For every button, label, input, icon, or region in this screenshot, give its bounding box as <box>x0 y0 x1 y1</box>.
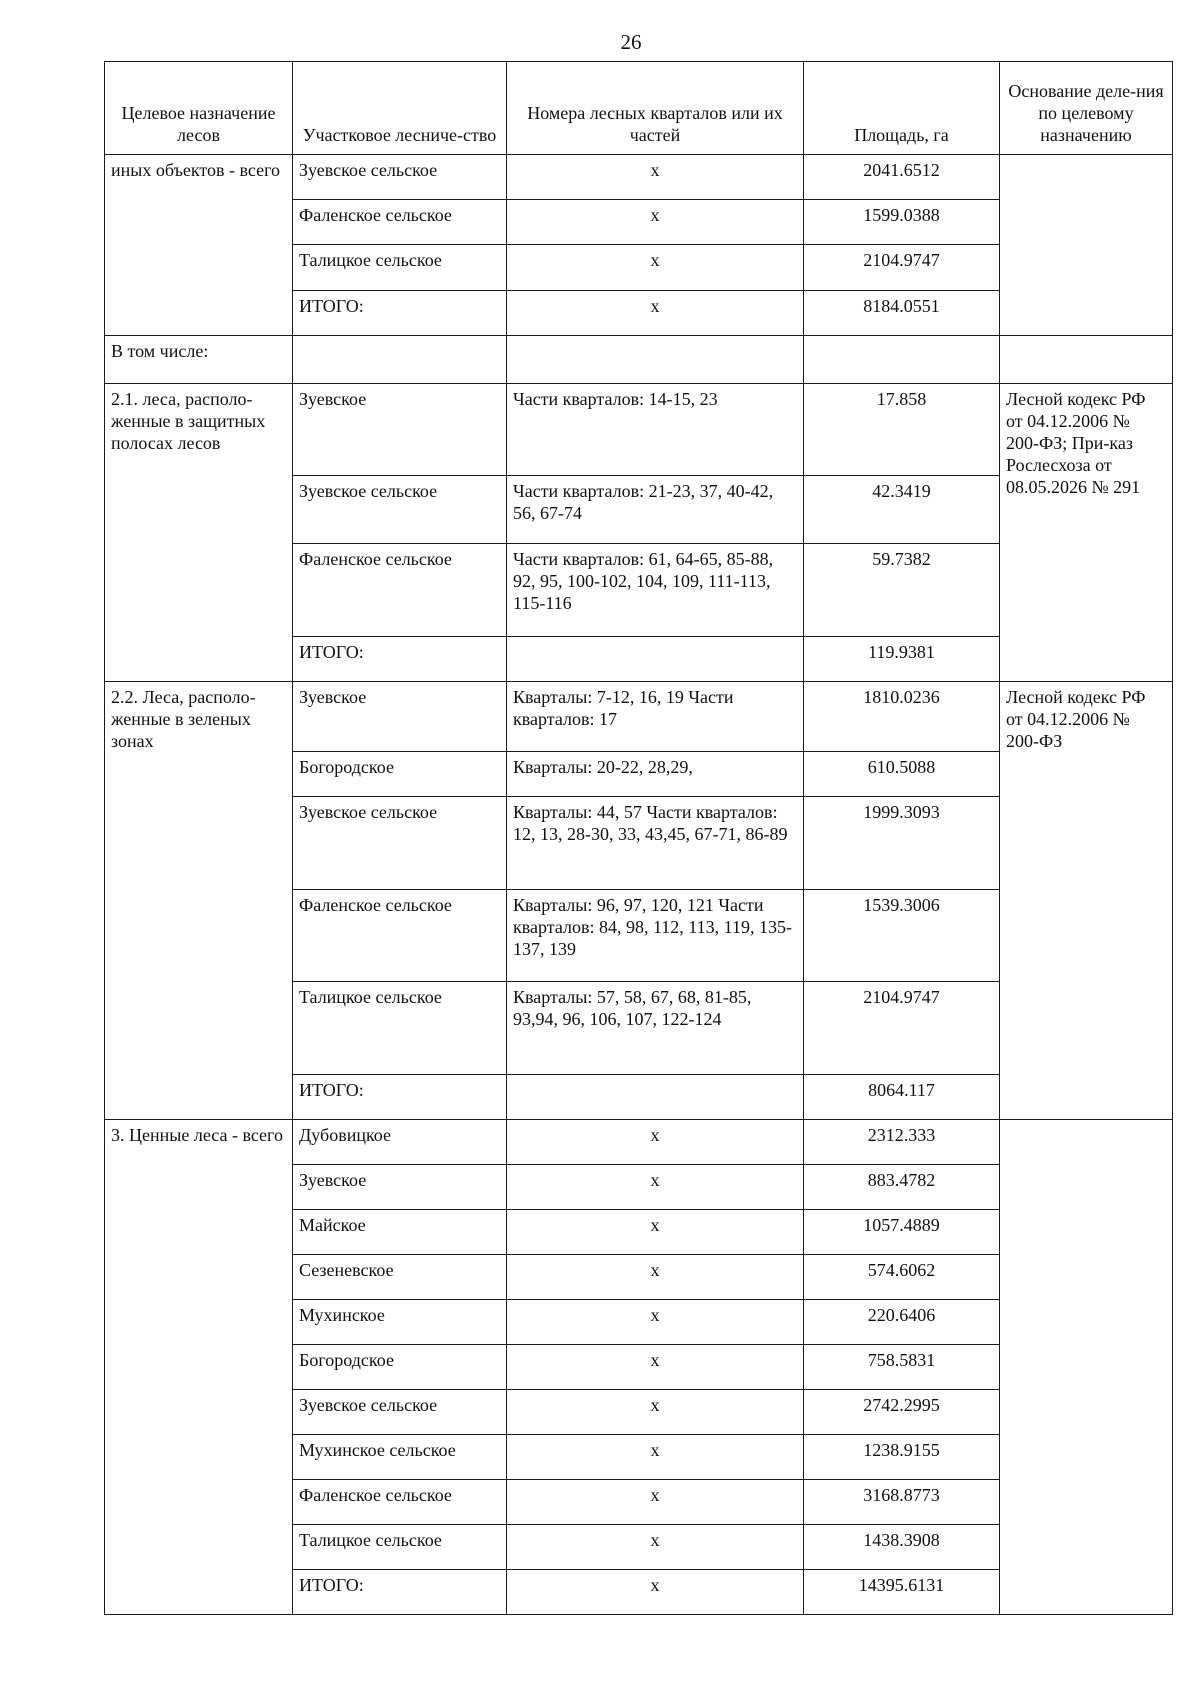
total-label: ИТОГО: <box>293 291 507 336</box>
area-cell: 574.6062 <box>804 1255 1000 1300</box>
forestry-cell: Фаленское сельское <box>293 544 507 637</box>
area-cell: 1999.3093 <box>804 797 1000 890</box>
header-purpose: Целевое назначение лесов <box>105 62 293 155</box>
forestry-cell: Талицкое сельское <box>293 1525 507 1570</box>
quarters-cell: х <box>507 1120 804 1165</box>
quarters-cell: Части кварталов: 21-23, 37, 40-42, 56, 67-74 <box>507 476 804 544</box>
forest-purpose-table <box>104 61 1173 1615</box>
forestry-cell: Зуевское сельское <box>293 797 507 890</box>
quarters-cell: х <box>507 1255 804 1300</box>
quarters-cell: Части кварталов: 14-15, 23 <box>507 384 804 476</box>
quarters-cell: х <box>507 1480 804 1525</box>
forestry-cell: Дубовицкое <box>293 1120 507 1165</box>
basis-cell-empty <box>1000 155 1173 336</box>
empty-cell <box>1000 336 1173 384</box>
forestry-cell: Мухинское сельское <box>293 1435 507 1480</box>
section-title-other-objects: иных объектов - всего <box>105 155 293 336</box>
section-title-protective-strips: 2.1. леса, располо-женные в защитных полосах лесов <box>105 384 293 682</box>
quarters-cell: х <box>507 1210 804 1255</box>
forestry-cell: Зуевское сельское <box>293 476 507 544</box>
area-cell: 2104.9747 <box>804 982 1000 1075</box>
area-cell: 883.4782 <box>804 1165 1000 1210</box>
forestry-cell: Сезеневское <box>293 1255 507 1300</box>
total-area: 8064.117 <box>804 1075 1000 1120</box>
quarters-cell <box>507 637 804 682</box>
quarters-cell: х <box>507 1435 804 1480</box>
table-row <box>105 336 1173 384</box>
empty-cell <box>293 336 507 384</box>
area-cell: 2742.2995 <box>804 1390 1000 1435</box>
empty-cell <box>507 336 804 384</box>
forestry-cell: Зуевское <box>293 384 507 476</box>
basis-cell-empty <box>1000 1120 1173 1615</box>
quarters-cell: Кварталы: 57, 58, 67, 68, 81-85, 93,94, 96, 106, 107, 122-124 <box>507 982 804 1075</box>
empty-cell <box>804 336 1000 384</box>
table-row <box>105 1120 1173 1165</box>
area-cell: 59.7382 <box>804 544 1000 637</box>
area-cell: 42.3419 <box>804 476 1000 544</box>
area-cell: 1539.3006 <box>804 890 1000 982</box>
quarters-cell: х <box>507 1300 804 1345</box>
forestry-cell: Талицкое сельское <box>293 982 507 1075</box>
total-label: ИТОГО: <box>293 1570 507 1615</box>
table-header-row <box>105 62 1173 155</box>
table-row <box>105 682 1173 752</box>
forestry-cell: Зуевское <box>293 1165 507 1210</box>
quarters-cell: х <box>507 291 804 336</box>
forestry-cell: Богородское <box>293 1345 507 1390</box>
table-row <box>105 384 1173 476</box>
basis-cell: Лесной кодекс РФ от 04.12.2006 № 200-ФЗ; При-каз Рослесхоза от 08.05.2026 № 291 <box>1000 384 1173 682</box>
area-cell: 2312.333 <box>804 1120 1000 1165</box>
area-cell: 2041.6512 <box>804 155 1000 200</box>
quarters-cell: Кварталы: 7-12, 16, 19 Части кварталов: 17 <box>507 682 804 752</box>
quarters-cell: х <box>507 245 804 291</box>
total-area: 14395.6131 <box>804 1570 1000 1615</box>
page-number: 26 <box>620 30 642 54</box>
quarters-cell: Части кварталов: 61, 64-65, 85-88, 92, 95, 100-102, 104, 109, 111-113, 115-116 <box>507 544 804 637</box>
quarters-cell: Кварталы: 44, 57 Части кварталов: 12, 13, 28-30, 33, 43,45, 67-71, 86-89 <box>507 797 804 890</box>
quarters-cell: х <box>507 200 804 245</box>
quarters-cell <box>507 1075 804 1120</box>
area-cell: 610.5088 <box>804 752 1000 797</box>
forestry-cell: Фаленское сельское <box>293 200 507 245</box>
area-cell: 3168.8773 <box>804 1480 1000 1525</box>
quarters-cell: Кварталы: 20-22, 28,29, <box>507 752 804 797</box>
area-cell: 1599.0388 <box>804 200 1000 245</box>
quarters-cell: Кварталы: 96, 97, 120, 121 Части кварталов: 84, 98, 112, 113, 119, 135-137, 139 <box>507 890 804 982</box>
area-cell: 1810.0236 <box>804 682 1000 752</box>
forestry-cell: Талицкое сельское <box>293 245 507 291</box>
total-area: 119.9381 <box>804 637 1000 682</box>
including-label: В том числе: <box>105 336 293 384</box>
quarters-cell: х <box>507 1390 804 1435</box>
quarters-cell: х <box>507 155 804 200</box>
area-cell: 1238.9155 <box>804 1435 1000 1480</box>
area-cell: 758.5831 <box>804 1345 1000 1390</box>
forestry-cell: Фаленское сельское <box>293 890 507 982</box>
header-forestry: Участковое лесниче-ство <box>293 62 507 155</box>
header-area: Площадь, га <box>804 62 1000 155</box>
area-cell: 1438.3908 <box>804 1525 1000 1570</box>
area-cell: 2104.9747 <box>804 245 1000 291</box>
forestry-cell: Майское <box>293 1210 507 1255</box>
area-cell: 220.6406 <box>804 1300 1000 1345</box>
section-title-green-zones: 2.2. Леса, располо-женные в зеленых зонах <box>105 682 293 1120</box>
forestry-cell: Мухинское <box>293 1300 507 1345</box>
section-title-valuable-forests: 3. Ценные леса - всего <box>105 1120 293 1615</box>
quarters-cell: х <box>507 1165 804 1210</box>
total-label: ИТОГО: <box>293 1075 507 1120</box>
quarters-cell: х <box>507 1345 804 1390</box>
forestry-cell: Фаленское сельское <box>293 1480 507 1525</box>
total-area: 8184.0551 <box>804 291 1000 336</box>
area-cell: 1057.4889 <box>804 1210 1000 1255</box>
table-row <box>105 155 1173 200</box>
total-label: ИТОГО: <box>293 637 507 682</box>
quarters-cell: х <box>507 1570 804 1615</box>
forestry-cell: Богородское <box>293 752 507 797</box>
header-basis: Основание деле-ния по целевому назначению <box>1000 62 1173 155</box>
forestry-cell: Зуевское сельское <box>293 155 507 200</box>
quarters-cell: х <box>507 1525 804 1570</box>
area-cell: 17.858 <box>804 384 1000 476</box>
forestry-cell: Зуевское <box>293 682 507 752</box>
header-quarters: Номера лесных кварталов или их частей <box>507 62 804 155</box>
forestry-cell: Зуевское сельское <box>293 1390 507 1435</box>
basis-cell: Лесной кодекс РФ от 04.12.2006 № 200-ФЗ <box>1000 682 1173 1120</box>
